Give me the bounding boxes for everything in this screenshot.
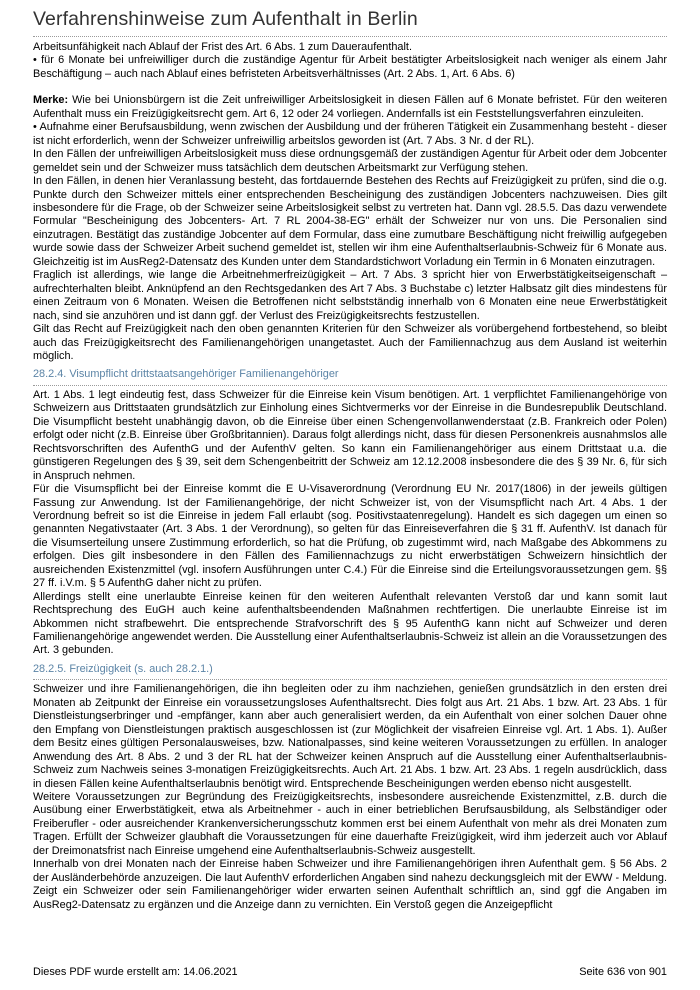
section-heading: 28.2.4. Visumpflicht drittstaatsangehöriger Familienangehöriger [33, 368, 667, 385]
document-body [33, 41, 667, 912]
paragraph: Weitere Voraussetzungen zur Begründung des Freizügigkeitsrechts, insbesondere ausreichende Existenzmittel, z.B. durch die Ausübung einer Erwerbstätigkeit, etwa als Arbeitnehmer - auch in einer betrieblichen Berufsausbildung, als Selbständiger oder Freiberufler - oder ausreichender Krankenversicherungsschutz kommen erst bei einem Aufenthalt von mehr als drei Monaten zum Tragen. Erfüllt der Schweizer glaubhaft die Voraussetzungen für eine dauerhafte Freizügigkeit, wird ihm jederzeit auch vor Ablauf der Dreimonatsfrist nach Einreise umgehend eine Aufenthaltserlaubnis-Schweiz ausgestellt. [33, 791, 667, 857]
footer-page-number: Seite 636 von 901 [579, 966, 667, 978]
paragraph: Arbeitsunfähigkeit nach Ablauf der Frist des Art. 6 Abs. 1 zum Daueraufenthalt. [33, 41, 412, 53]
footer-created-date: Dieses PDF wurde erstellt am: 14.06.2021 [33, 966, 238, 978]
paragraph: • Aufnahme einer Berufsausbildung, wenn zwischen der Ausbildung und der früheren Tätigkeit ein Zusammenhang besteht - dieser ist nicht erforderlich, wenn der Schweizer unfreiwillig arbeitslos geworden ist (Art. 7 Abs. 3 Nr. d der RL). [33, 121, 667, 147]
paragraph: Fraglich ist allerdings, wie lange die Arbeitnehmerfreizügigkeit – Art. 7 Abs. 3 spricht hier von Erwerbstätigkeitseigenschaft – aufrechterhalten bleibt. Anknüpfend an den Rechtsgedanken des Art 7 Abs. 3 Buchstabe c) letzter Halbsatz gilt dies mindestens für einen Zeitraum von 6 Monaten. Weisen die Betroffenen nicht selbstständig innerhalb von 6 Monaten eine neue Erwerbstätigkeit nach, sind sie anzuhören und ist dann ggf. der Verlust des Freizügigkeitsrechts festzustellen. [33, 269, 667, 322]
paragraph: In den Fällen der unfreiwilligen Arbeitslosigkeit muss diese ordnungsgemäß der zuständigen Agentur für Arbeit oder dem Jobcenter gemeldet sein und der Schweizer muss tatsächlich dem deutschen Arbeitsmarkt zur Verfügung stehen. [33, 148, 667, 174]
paragraph: Art. 1 Abs. 1 legt eindeutig fest, dass Schweizer für die Einreise kein Visum benötigen. Art. 1 verpflichtet Familienangehörige von Schweizern aus Drittstaaten grundsätzlich zur Einholung eines Sichtvermerks vor der Einreise in die Bundesrepublik Deutschland. Die Visumpflicht besteht unabhängig davon, ob die Einreise über einen Schengenvollanwenderstaat (z.B. Frankreich oder Polen) erfolgt oder nicht (z.B. Einreise über Großbritannien). Daraus folgt allerdings nicht, dass für diesen Personenkreis ausnahmslos alle Rechtsvorschriften des AufenthG und der AufenthV gelten. So kann ein Familienangehöriger aus einem Drittstaat u.a. die günstigeren Regelungen des § 39, seit dem Schengenbeitritt der Schweiz am 12.12.2008 insbesondere die des § 39 Nr. 6, für sich in Anspruch nehmen. [33, 388, 667, 482]
paragraph: In den Fällen, in denen hier Veranlassung besteht, das fortdauernde Bestehen des Rechts auf Freizügigkeit zu prüfen, sind die o.g. Punkte durch den Schweizer mittels einer entsprechenden Bescheinigung des zuständigen Jobcenters nachzuweisen. Dies gilt insbesondere für die Frage, ob der Schweizer seine Arbeitslosigkeit selbst zu vertreten hat. Dann vgl. 28.5.5. Das dazu verwendete Formular "Bescheinigung des Jobcenters- Art. 7 RL 2004-38-EG" erhält der Schweizer nur von uns. Die Personalien sind einzutragen. Bestätigt das zuständige Jobcenter auf dem Formular, dass eine zumutbare Beschäftigung nicht freiwillig aufgegeben wurde sowie dass der Schweizer Arbeit suchend gemeldet ist, stellen wir ihm eine Aufenthaltserlaubnis-Schweiz für 6 Monate aus. Gleichzeitig ist im AusReg2-Datensatz des Kunden unter dem Standardstichwort Vorladung ein Termin in 6 Monaten einzutragen. [33, 175, 667, 268]
page-footer [33, 966, 667, 978]
paragraph: Allerdings stellt eine unerlaubte Einreise keinen für den weiteren Aufenthalt relevanten Verstoß dar und kann somit laut Rechtsprechung des EuGH auch keine aufenthaltsbeendenden Maßnahmen rechtfertigen. Die unerlaubte Einreise ist im Abkommen nicht strafbewehrt. Die entsprechende Strafvorschrift des § 95 AufenthG kann nicht auf Schweizer und deren Familienangehörige angewendet werden. Die Ausstellung einer Aufenthaltserlaubnis-Schweiz ist allein an die Voraussetzungen des Art. 3 gebunden. [33, 590, 667, 657]
document-page [33, 8, 667, 912]
section-heading: 28.2.5. Freizügigkeit (s. auch 28.2.1.) [33, 663, 667, 680]
paragraph: Schweizer und ihre Familienangehörigen, die ihn begleiten oder zu ihm nachziehen, genießen grundsätzlich in den ersten drei Monaten ab Zeitpunkt der Einreise ein voraussetzungsloses Aufenthaltsrecht. Dies folgt aus Art. 21 Abs. 1 bzw. Art. 23 Abs. 1 für Dienstleistungserbringer und -empfänger, kann aber auch generalisiert werden, da ein Aufenthalt von einer solchen Dauer ohne den Empfang von Dienstleistungen praktisch ausgeschlossen ist (zur Möglichkeit der visafreien Einreise vgl. Art. 1 Abs. 1). Außer dem Besitz eines gültigen Personalausweises, bzw. Nationalpasses, sind keine weiteren Voraussetzungen zu erfüllen. In analoger Anwendung des Art. 8 Abs. 2 und 3 der RL hat der Schweizer keinen Anspruch auf die Ausstellung einer Aufenthaltserlaubnis-Schweiz zum Nachweis seines 3-monatigen Freizügigkeitsrechts. Auch Art. 21 Abs. 1 bzw. Art. 23 Abs. 1 regeln ausdrücklich, dass in diesen Fällen keine Aufenthaltserlaubnis benötigt wird. Entsprechende Bescheinigungen werden ebenso nicht ausgestellt. [33, 683, 667, 790]
merke-label: Merke: [33, 94, 69, 107]
merke-paragraph [33, 94, 667, 121]
page-title: Verfahrenshinweise zum Aufenthalt in Berlin [33, 8, 418, 30]
paragraph: • für 6 Monate bei unfreiwilliger durch die zuständige Agentur für Arbeit bestätigter Arbeitslosigkeit nach weniger als einem Jahr Beschäftigung – auch nach Ablauf eines befristeten Arbeitsverhältnisses (Art. 2 Abs. 1, Art. 6 Abs. 6) [33, 54, 667, 80]
paragraph: Gilt das Recht auf Freizügigkeit nach den oben genannten Kriterien für den Schweizer als vorübergehend fortbestehend, so bleibt auch das Freizügigkeitsrecht des Familienangehörigen unangetastet. Auch der Familiennachzug aus dem Ausland ist weiterhin möglich. [33, 323, 667, 362]
paragraph: Innerhalb von drei Monaten nach der Einreise haben Schweizer und ihre Familienangehörigen ihren Aufenthalt gem. § 56 Abs. 2 der Ausländerbehörde anzuzeigen. Die laut AufenthV erforderlichen Angaben sind nahezu deckungsgleich mit der EWW - Meldung. Zeigt ein Schweizer oder sein Familienangehöriger wider erwarten seinen Aufenthalt schriftlich an, sind ggf die Angaben im AusReg2-Datensatz zu ergänzen und die Anzeige dann zu vernichten. Ein Verstoß gegen die Anzeigepflicht [33, 858, 667, 911]
title-divider [33, 36, 667, 37]
paragraph-gap [33, 81, 667, 94]
paragraph: Für die Visumspflicht bei der Einreise kommt die E U-Visaverordnung (Verordnung EU Nr. 2017(1806) in der jeweils gültigen Fassung zur Anwendung. Ist der Familienangehörige, der nicht Schweizer ist, von der Visumspflicht nach Art. 4 Abs. 1 der Verordnung befreit so ist die Einreise in jedem Fall erlaubt (sog. Positivstaatenregelung). Handelt es sich dagegen um einen so genannten Negativstaater (Art. 3 Abs. 1 der Verordnung), so gelten für das Einreiseverfahren die § 31 ff. AufenthV. Ist danach für die Visumserteilung unsere Zustimmung erforderlich, so hat die Prüfung, ob zugestimmt wird, nach Maßgabe des Abkommens zu erfolgen. Dies gilt insbesondere in den Fällen des Familiennachzugs zu nicht erwerbstätigen Schweizern hinsichtlich der ausreichenden Existenzmittel (vgl. insofern Ausführungen unter C.4.) Für die Einreise sind die Erteilungsvoraussetzungen gem. §§ 27 ff. i.V.m. § 5 AufenthG daher nicht zu prüfen. [33, 483, 667, 590]
merke-text: Wie bei Unionsbürgern ist die Zeit unfreiwilliger Arbeitslosigkeit in diesen Fällen auf 6 Monate befristet. Für den weiteren Aufenthalt muss ein Freizügigkeitsrecht gem. Art 6, 12 oder 24 vorliegen. Andernfalls ist ein Feststellungsverfahren einzuleiten. [33, 94, 667, 120]
